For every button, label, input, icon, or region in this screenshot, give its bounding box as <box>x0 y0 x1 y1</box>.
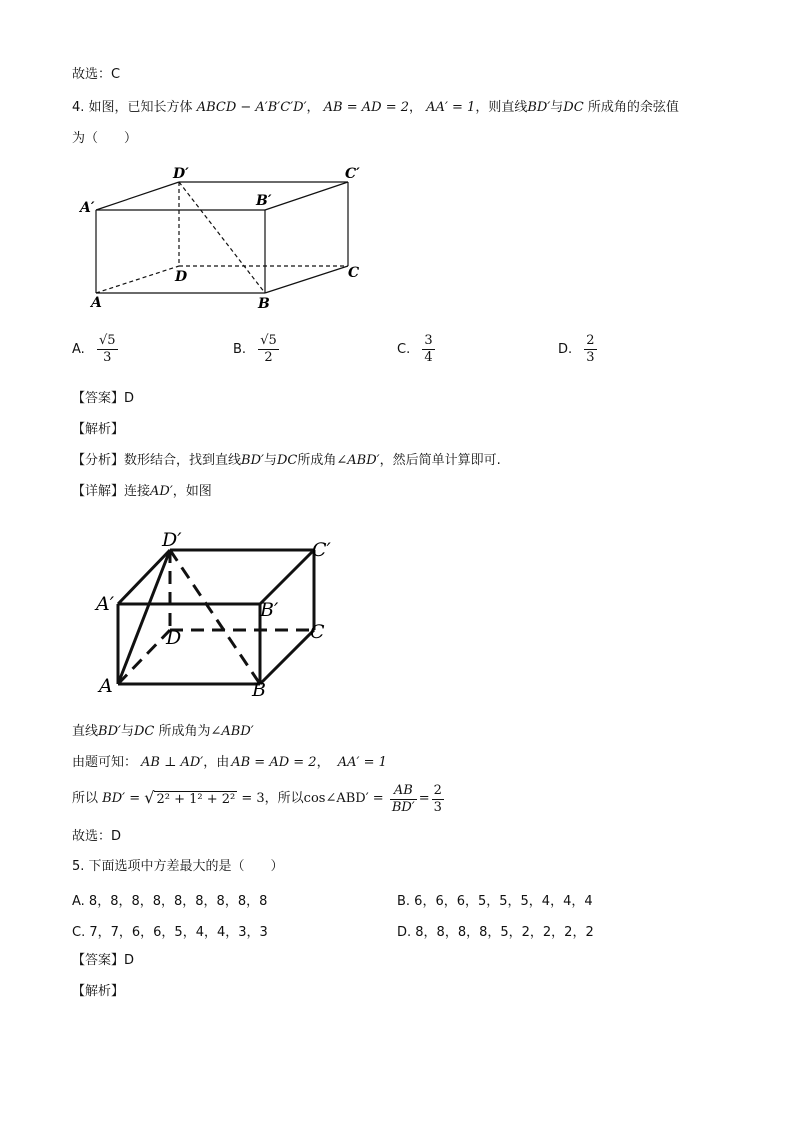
fenxi-line2: DC <box>276 453 298 468</box>
label-b1: B′ <box>256 193 272 209</box>
figure-cuboid-2 <box>90 522 370 702</box>
q4-eq1: AB = AD = 2 <box>323 100 410 115</box>
edge <box>260 630 314 684</box>
xiangjie-segment: AD′ <box>150 484 173 499</box>
edge <box>96 182 179 210</box>
fenxi-line1: BD′ <box>241 453 264 468</box>
s1-line2: DC <box>133 724 155 739</box>
option-d-label: D. <box>558 342 573 357</box>
s1-text: 所成角为 <box>158 724 211 739</box>
question-5-stem: 5. 下面选项中方差最大的是（ ） <box>72 859 284 874</box>
fenxi-text: ，然后简单计算即可. <box>379 453 501 468</box>
q4-xiangjie <box>72 483 212 501</box>
answer-tag: 【答案】 <box>72 953 125 968</box>
xiangjie-tag: 【详解】 <box>72 484 125 499</box>
answer-value: D <box>124 953 135 968</box>
segment-ad1 <box>118 550 170 684</box>
q4-answer <box>72 390 134 408</box>
edge <box>265 182 348 210</box>
q5-option-c: C. 7，7，6，6，5，4，4，3，3 <box>72 925 268 940</box>
s2-eq: AB = AD = 2 <box>231 755 317 770</box>
sqrt-expression <box>144 789 237 809</box>
xiangjie-text: 连接 <box>124 484 151 499</box>
solution-line-2 <box>72 754 387 772</box>
q4-text: 与 <box>550 100 564 115</box>
label-b: B <box>258 296 270 312</box>
answer-value: D <box>124 391 135 406</box>
option-a-label: A. <box>72 342 85 357</box>
q4-line2: DC <box>563 100 584 115</box>
xiangjie-text: ，如图 <box>172 484 212 499</box>
q5-option-d: D. 8，8，8，8，5，2，2，2，2 <box>397 925 594 940</box>
q4-solid: ABCD − A′B′C′D′ <box>196 100 307 115</box>
label-b1: B′ <box>260 599 279 621</box>
q4-line1: BD′ <box>527 100 551 115</box>
s3-equals: = <box>418 791 430 806</box>
s3-text: ，所以 <box>264 791 304 806</box>
q4-final-choice: 故选：D <box>72 829 122 844</box>
question-4-stem <box>72 99 679 117</box>
option-b <box>233 333 281 366</box>
option-b-numerator: √5 <box>260 333 277 348</box>
label-c: C <box>310 621 325 643</box>
diagonal-bd1 <box>179 182 265 293</box>
q5-option-b: B. 6，6，6，5，5，5，4，4，4 <box>397 894 593 909</box>
fenxi-text: 数形结合，找到直线 <box>124 453 242 468</box>
sqrt-sign: √ <box>144 788 155 807</box>
s1-line1: BD′ <box>98 724 121 739</box>
label-d: D <box>166 627 182 649</box>
s2-aa: AA′ = 1 <box>337 755 387 770</box>
s1-angle: ∠ABD′ <box>210 724 254 739</box>
fraction-denominator: BD′ <box>391 799 415 815</box>
fenxi-text: 与 <box>263 453 277 468</box>
label-b: B <box>252 679 266 701</box>
s3-bd: BD′ = <box>102 791 141 806</box>
fraction-numerator: AB <box>390 783 417 800</box>
solution-line-1 <box>72 723 254 741</box>
figure-cuboid-1 <box>72 160 392 320</box>
s1-text: 与 <box>120 724 134 739</box>
s2-text: ，由 <box>203 755 230 770</box>
q4-text: 所成角的余弦值 <box>587 100 679 115</box>
q5-option-a: A. 8，8，8，8，8，8，8，8，8 <box>72 894 268 909</box>
edge <box>265 266 348 293</box>
option-c-numerator: 3 <box>424 333 433 348</box>
option-d-numerator: 2 <box>586 333 595 348</box>
label-a: A <box>99 675 113 697</box>
s2-perp: AB ⊥ AD′ <box>141 755 204 770</box>
option-c <box>397 333 437 366</box>
s2-text: ， <box>316 755 330 770</box>
edge <box>118 550 170 604</box>
option-c-label: C. <box>397 342 411 357</box>
option-d-denominator: 3 <box>586 350 595 365</box>
label-c: C <box>348 265 360 281</box>
option-d <box>558 333 599 366</box>
answer-tag: 【答案】 <box>72 391 125 406</box>
solution-line-3 <box>72 779 446 819</box>
label-c1: C′ <box>312 539 331 561</box>
label-a: A <box>91 295 102 311</box>
q4-number: 4. 如图，已知长方体 <box>72 100 193 115</box>
label-c1: C′ <box>345 166 360 182</box>
fraction-denominator: 3 <box>433 799 442 815</box>
q4-sep: ， <box>409 100 423 115</box>
s3-result: = 3 <box>241 791 265 806</box>
label-d: D <box>175 269 188 285</box>
q4-stem-cont: 为（ ） <box>72 131 138 146</box>
s1-text: 直线 <box>72 724 99 739</box>
hidden-edge <box>96 266 179 293</box>
q4-fenxi <box>72 452 501 470</box>
q4-sep: ， <box>306 100 320 115</box>
option-b-denominator: 2 <box>264 350 273 365</box>
edge <box>260 550 314 604</box>
label-a1: A′ <box>96 593 115 615</box>
fenxi-angle: ∠ABD′ <box>336 453 380 468</box>
sqrt-body: 2² + 1² + 2² <box>156 792 236 807</box>
s3-text: 所以 <box>72 791 99 806</box>
q5-answer <box>72 952 134 970</box>
q5-analysis-heading: 【解析】 <box>72 984 125 999</box>
option-c-denominator: 4 <box>424 350 433 365</box>
fraction-numerator: 2 <box>433 782 442 798</box>
option-a-denominator: 3 <box>103 350 112 365</box>
diagonal-bd1 <box>170 550 260 684</box>
s2-text: 由题可知： <box>72 755 138 770</box>
option-b-label: B. <box>233 342 247 357</box>
hidden-edge <box>118 630 170 684</box>
option-a-numerator: √5 <box>98 333 116 348</box>
q4-eq2: AA′ = 1 <box>426 100 476 115</box>
fenxi-text: 所成角 <box>297 453 337 468</box>
s3-cos: cos∠ABD′ = <box>303 791 384 806</box>
q4-text: ，则直线 <box>475 100 528 115</box>
fenxi-tag: 【分析】 <box>72 453 125 468</box>
label-a1: A′ <box>80 200 95 216</box>
label-d1: D′ <box>173 166 189 182</box>
previous-answer-choice: 故选：C <box>72 67 121 82</box>
q4-analysis-heading: 【解析】 <box>72 422 125 437</box>
label-d1: D′ <box>162 529 182 551</box>
option-a <box>72 333 120 366</box>
